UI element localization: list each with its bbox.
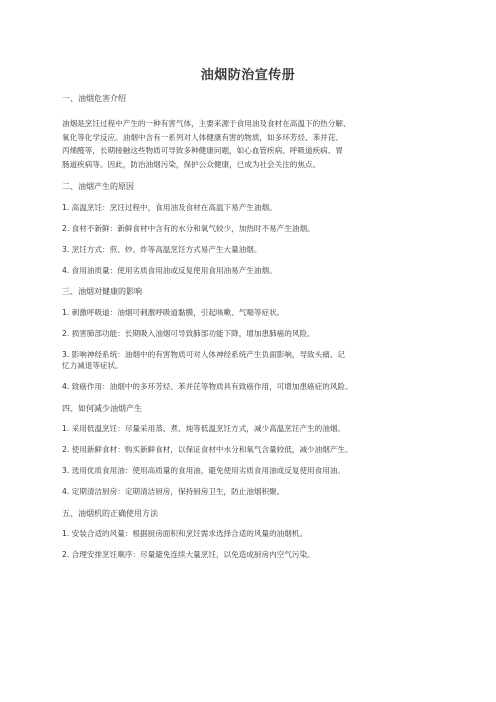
item-line: 3. 选用优质食用油：使用高质量的食用油，避免使用劣质食用油或反复使用食用油。 — [62, 466, 346, 475]
item-line: 忆力减退等症状。 — [62, 361, 123, 370]
section-paragraph — [62, 117, 436, 171]
item-line: 2. 合理安排烹饪顺序：尽量避免连续大量烹饪，以免造成厨房内空气污染。 — [62, 550, 315, 559]
document-body — [62, 93, 436, 561]
item-line: 2. 使用新鲜食材：购买新鲜食材，以保证食材中水分和氧气含量较低，减少油烟产生。 — [62, 445, 353, 454]
list-item — [62, 244, 436, 256]
list-item — [62, 202, 436, 214]
item-line: 4. 定期清洁厨房：定期清洁厨房，保持厨房卫生，防止油烟积聚。 — [62, 487, 285, 496]
section-heading: 二、油烟产生的原因 — [62, 182, 134, 191]
section-hood-usage — [62, 508, 436, 561]
item-line: 1. 采用低温烹饪：尽量采用蒸、煮、炖等低温烹饪方式，减少高温烹饪产生的油烟。 — [62, 424, 346, 433]
paragraph-line: 氧化等化学反应。油烟中含有一系列对人体健康有害的物质，如多环芳烃、苯并芘、 — [62, 132, 343, 142]
item-line: 1. 安装合适的风量：根据厨房面积和烹饪需求选择合适的风量的油烟机。 — [62, 529, 308, 538]
paragraph-line: 肠道疾病等。因此，防治油烟污染，保护公众健康，已成为社会关注的焦点。 — [62, 159, 321, 169]
list-item — [62, 328, 436, 340]
list-item — [62, 307, 436, 319]
item-line: 1. 刺激呼吸道：油烟可刺激呼吸道黏膜，引起咳嗽、气喘等症状。 — [62, 307, 285, 317]
section-heading: 三、油烟对健康的影响 — [62, 287, 142, 296]
list-item — [62, 223, 436, 235]
list-item — [62, 381, 436, 393]
section-health-effects — [62, 286, 436, 393]
list-item — [62, 265, 436, 277]
item-line: 1. 高温烹饪：烹饪过程中，食用油及食材在高温下易产生油烟。 — [62, 202, 277, 212]
item-line: 3. 影响神经系统：油烟中的有害物质可对人体神经系统产生负面影响，导致头痛、记 — [62, 349, 346, 359]
document-title: 油烟防治宣传册 — [200, 68, 296, 83]
paragraph-line: 丙烯醛等，长期接触这些物质可导致多种健康问题，如心血管疾病、呼吸道疾病、胃 — [62, 146, 343, 155]
list-item — [62, 444, 436, 456]
list-item — [62, 549, 436, 561]
paragraph-line: 油烟是烹饪过程中产生的一种有害气体，主要来源于食用油及食材在高温下的热分解、 — [62, 119, 351, 128]
section-hazard-intro — [62, 93, 436, 171]
item-line: 4. 食用油质量：使用劣质食用油或反复使用食用油易产生油烟。 — [62, 265, 277, 275]
item-line: 4. 致癌作用：油烟中的多环芳烃、苯并芘等物质具有致癌作用，可增加患癌症的风险。 — [62, 382, 353, 391]
section-heading: 五、油烟机的正确使用方法 — [62, 508, 158, 518]
list-item — [62, 465, 436, 477]
section-heading: 一、油烟危害介绍 — [62, 94, 126, 103]
section-reduce-smoke — [62, 403, 436, 498]
section-causes — [62, 181, 436, 276]
list-item — [62, 528, 436, 540]
item-line: 3. 烹饪方式：煎、炒、炸等高温烹饪方式易产生大量油烟。 — [62, 244, 262, 254]
section-heading: 四、如何减少油烟产生 — [62, 403, 142, 413]
list-item — [62, 423, 436, 435]
list-item — [62, 349, 436, 372]
list-item — [62, 486, 436, 498]
item-line: 2. 食材不新鲜：新鲜食材中含有的水分和氧气较少，加热时不易产生油烟。 — [62, 223, 315, 233]
item-line: 2. 损害肺部功能：长期吸入油烟可导致肺部功能下降，增加患肺癌的风险。 — [62, 328, 315, 338]
